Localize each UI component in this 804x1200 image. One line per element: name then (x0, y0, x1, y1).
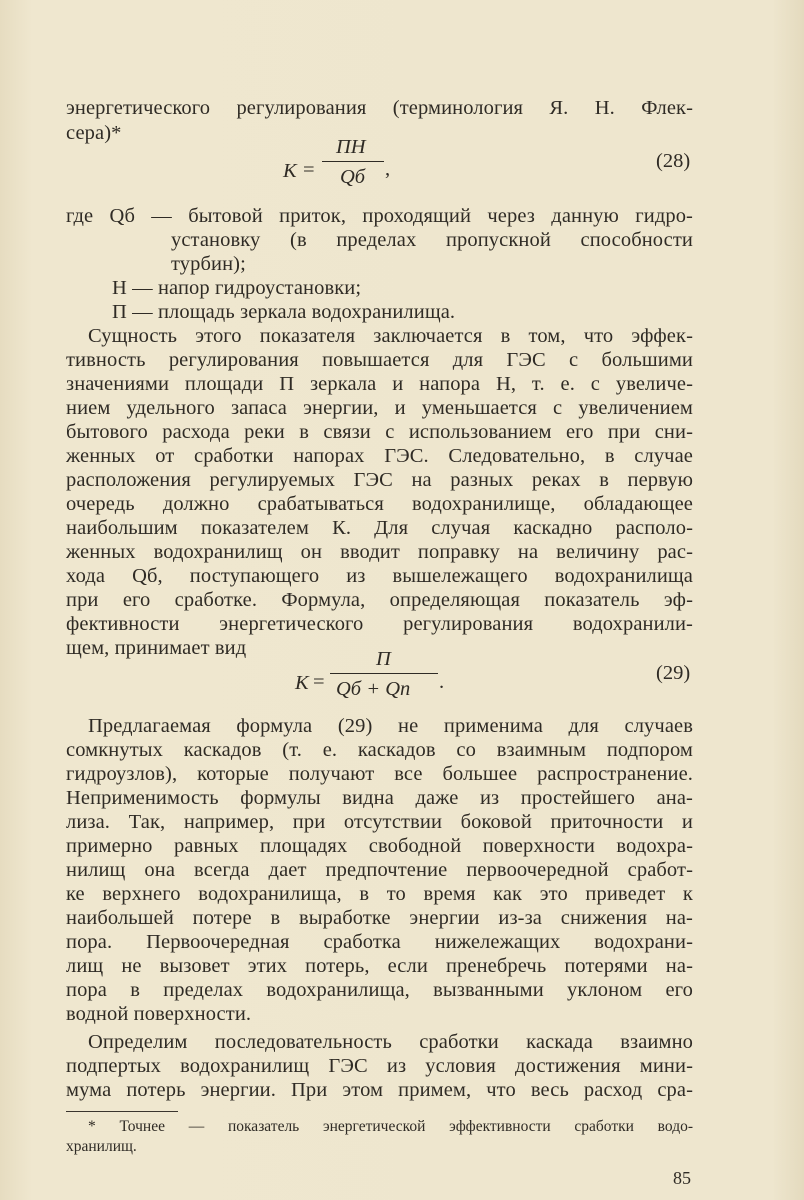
text-line: установку (в пределах пропускной способности (171, 229, 693, 251)
text-line: пора в пределах водохранилища, вызванными уклоном его (66, 979, 693, 1001)
text-line: бытового расхода реки в связи с использованием его при сни- (66, 421, 693, 443)
text-line: сера)* (66, 122, 122, 144)
text-line: П — площадь зеркала водохранилища. (112, 301, 456, 323)
footnote-rule (66, 1111, 178, 1112)
text-line: при его сработке. Формула, определяющая показатель эф- (66, 589, 693, 611)
text-line: нилищ она всегда дает предпочтение первоочередной сработ- (66, 859, 693, 881)
formula-lhs: К (295, 672, 309, 694)
text-line: подпертых водохранилищ ГЭС из условия достижения мини- (66, 1055, 693, 1077)
text-line: Определим последовательность сработки каскада взаимно (88, 1031, 693, 1053)
formula-denominator: Qб + Qп (336, 678, 411, 700)
text-line: энергетического регулирования (терминология Я. Н. Флек- (66, 97, 693, 119)
formula-equals: = (313, 671, 325, 693)
text-line: лищ не вызовет этих потерь, если пренебречь потерями на- (66, 955, 693, 977)
equation-number: (28) (656, 150, 691, 172)
text-line: лиза. Так, например, при отсутствии боковой приточности и (66, 811, 693, 833)
text-line: женных водохранилищ он вводит поправку на величину рас- (66, 541, 693, 563)
page-number: 85 (673, 1168, 691, 1188)
text-line: женных от сработки напорах ГЭС. Следовательно, в случае (66, 445, 693, 467)
footnote-line: * Точнее — показатель энергетической эффективности сработки водо- (88, 1118, 693, 1135)
formula-fraction (322, 136, 384, 192)
formula-numerator: ПН (336, 136, 366, 158)
text-line: ке верхнего водохранилища, в то время как это приведет к (66, 883, 693, 905)
text-line: фективности энергетического регулирования водохранили- (66, 613, 693, 635)
text-line: H — напор гидроустановки; (112, 277, 362, 299)
text-line: мума потерь энергии. При этом примем, что весь расход сра- (66, 1079, 693, 1101)
text-line: пора. Первоочередная сработка нижележащих водохрани- (66, 931, 693, 953)
formula-fraction (330, 648, 438, 704)
text-line: Неприменимость формулы видна даже из простейшего ана- (66, 787, 693, 809)
text-line: щем, принимает вид (66, 637, 247, 659)
text-line: значениями площади П зеркала и напора H, т. е. с увеличе- (66, 373, 693, 395)
text-line: Сущность этого показателя заключается в том, что эффек- (88, 325, 693, 347)
text-line: очередь должно срабатываться водохранилище, обладающее (66, 493, 693, 515)
text-line: где Qб — бытовой приток, проходящий через данную гидро- (66, 205, 693, 227)
text-line: водной поверхности. (66, 1003, 252, 1025)
fraction-bar (330, 673, 438, 674)
text-line: турбин); (171, 253, 246, 275)
formula-period: . (439, 671, 445, 693)
text-line: наибольшим показателем К. Для случая каскадно располо- (66, 517, 693, 539)
formula-denominator: Qб (340, 166, 366, 188)
text-line: примерно равных площадях свободной поверхности водохра- (66, 835, 693, 857)
text-line: хода Qб, поступающего из вышележащего водохранилища (66, 565, 693, 587)
text-line: наибольшей потере в выработке энергии из-за снижения на- (66, 907, 693, 929)
text-line: тивность регулирования повышается для ГЭС с большими (66, 349, 693, 371)
formula-comma: , (385, 158, 391, 180)
formula-equals: = (303, 159, 315, 181)
formula-lhs: К (283, 160, 297, 182)
text-line: Предлагаемая формула (29) не применима для случаев (88, 715, 693, 737)
text-line: нием удельного запаса энергии, и уменьшается с увеличением (66, 397, 693, 419)
equation-number: (29) (656, 662, 691, 684)
fraction-bar (322, 161, 384, 162)
text-line: сомкнутых каскадов (т. е. каскадов со взаимным подпором (66, 739, 693, 761)
text-line: гидроузлов), которые получают все большее распространение. (66, 763, 693, 785)
footnote-line: хранилищ. (66, 1138, 137, 1155)
text-line: расположения регулируемых ГЭС на разных реках в первую (66, 469, 693, 491)
formula-numerator: П (376, 648, 391, 670)
